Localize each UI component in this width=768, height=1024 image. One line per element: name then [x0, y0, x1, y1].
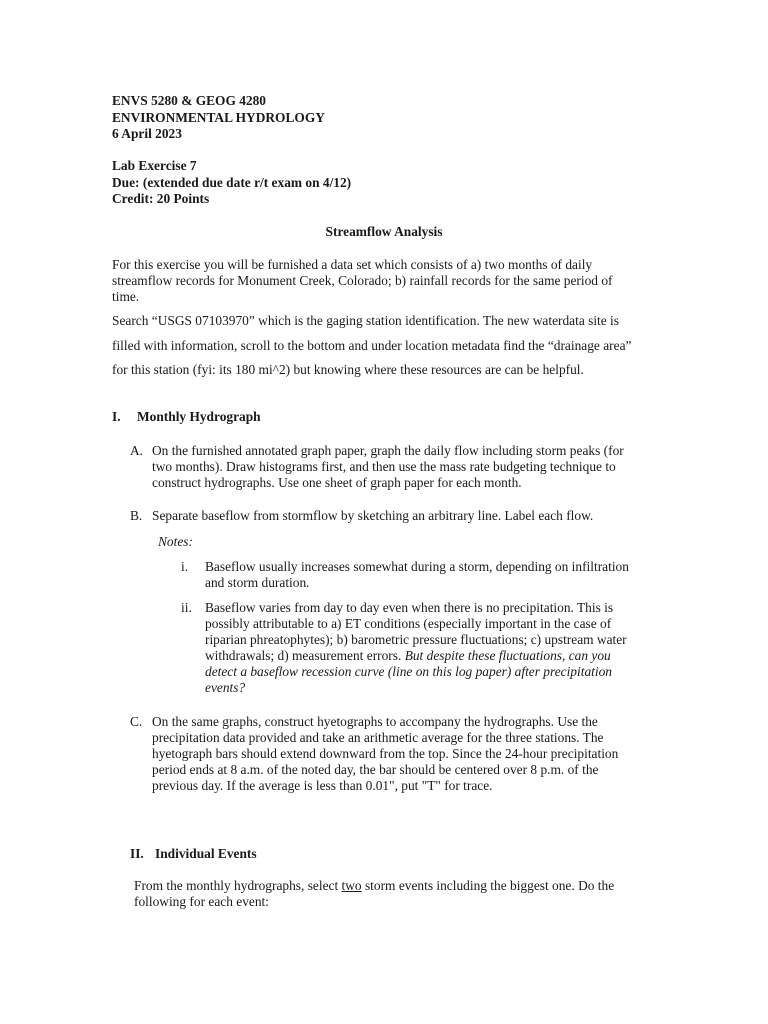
document-title: Streamflow Analysis: [325, 224, 443, 239]
section-2-text-before: From the monthly hydrographs, select: [134, 878, 342, 893]
note-i-label: i.: [181, 559, 189, 574]
lab-due: Due: (extended due date r/t exam on 4/12): [112, 174, 352, 190]
item-a-text: On the furnished annotated graph paper, graph the daily flow including storm peaks (for two months). Draw histograms first, and then use the mass rate budgeting technique to construct hydrographs. Use one sheet of graph paper for each month.: [152, 443, 624, 490]
lab-exercise: Lab Exercise 7: [112, 158, 197, 173]
note-i-text: Baseflow usually increases somewhat during a storm, depending on infiltration and storm duration.: [205, 559, 629, 590]
item-b-text: Separate baseflow from stormflow by sketching an arbitrary line. Label each flow.: [152, 508, 594, 523]
section-1-title: Monthly Hydrograph: [137, 409, 261, 424]
item-c-label: C.: [130, 714, 143, 729]
note-ii-text: [205, 600, 645, 696]
section-2-title: Individual Events: [155, 846, 257, 861]
search-paragraph: Search “USGS 07103970” which is the gaging station identification. The new waterdata site is filled with information, scroll to the bottom and under location metadata find the “drainage area” for this station (fyi: its 180 mi^2) but knowing where these resources are can be helpful.: [112, 313, 632, 377]
course-header: [112, 93, 325, 143]
section-2-text-underlined: two: [341, 878, 362, 893]
course-title: ENVIRONMENTAL HYDROLOGY: [112, 109, 325, 125]
intro-paragraph: For this exercise you will be furnished a data set which consists of a) two months of daily streamflow records for Monument Creek, Colorado; b) rainfall records for the same period of time.: [112, 257, 613, 304]
section-1-heading: [112, 409, 261, 425]
notes-label: Notes:: [158, 534, 193, 549]
note-ii-body: Baseflow varies from day to day even when there is no precipitation. This is possibly attributable to a) ET conditions (especially important in the case of riparian phreatophytes); b) barometric pressure fluctuations; c) upstream water withdrawals; d) measurement errors.: [205, 600, 627, 663]
item-c-text: On the same graphs, construct hyetographs to accompany the hydrographs. Use the precipitation data provided and take an arithmetic average for the three stations. The hyetograph bars should extend downward from the top. Since the 24-hour precipitation period ends at 8 a.m. of the noted day, the bar should be centered over 8 p.m. of the previous day. If the average is less than 0.01", put "T" for trace.: [152, 714, 619, 793]
note-ii-label: ii.: [181, 600, 192, 615]
lab-info: [112, 158, 351, 208]
section-2-heading: [130, 846, 257, 862]
note-ii-italic: But despite these fluctuations, can you detect a baseflow recession curve (line on this log paper) after precipitation events?: [205, 648, 612, 695]
section-1-number: I.: [112, 409, 121, 424]
lab-credit: Credit: 20 Points: [112, 191, 210, 206]
section-2-text: [134, 878, 634, 910]
section-2-number: II.: [130, 846, 144, 861]
course-code: ENVS 5280 & GEOG 4280: [112, 93, 267, 108]
section-2-text-after: storm events including the biggest one. Do the following for each event:: [134, 878, 615, 909]
item-b-label: B.: [130, 508, 143, 523]
course-date: 6 April 2023: [112, 126, 182, 141]
item-a-label: A.: [130, 443, 144, 458]
